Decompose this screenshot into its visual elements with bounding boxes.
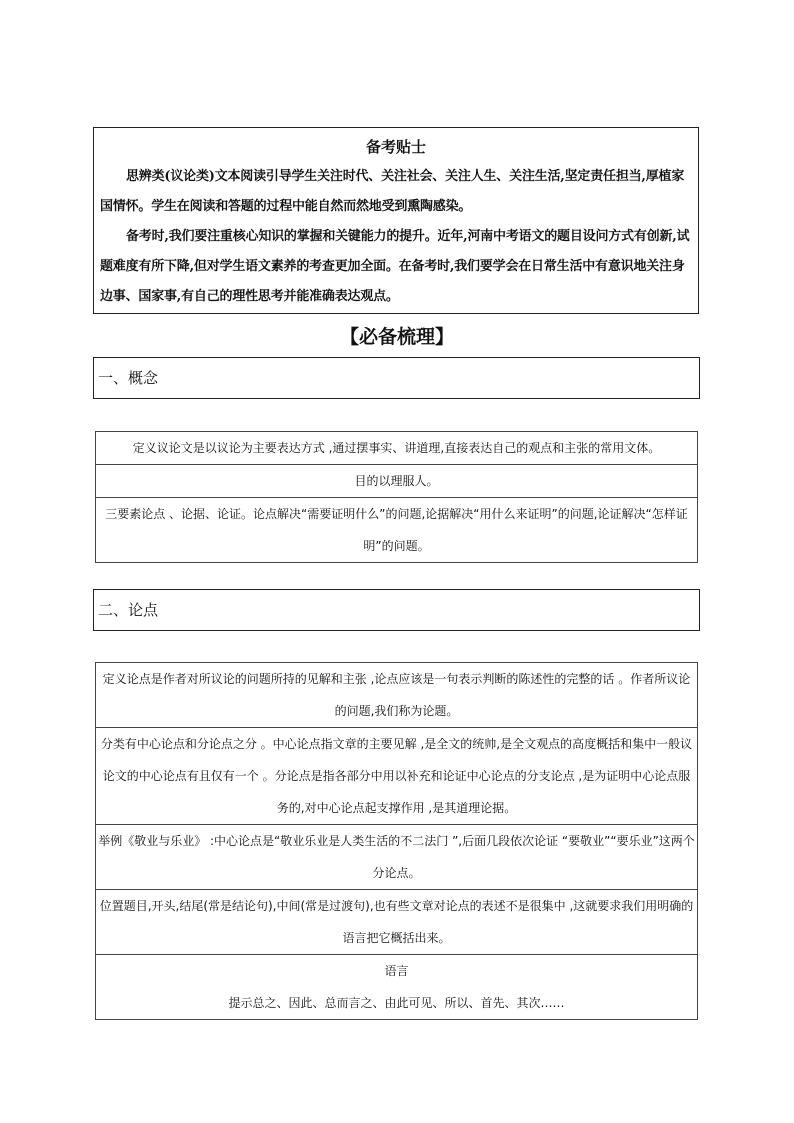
argument-table (95, 662, 698, 1020)
section-heading-argument: 二、论点 (93, 589, 700, 631)
tips-title: 备考贴士 (365, 138, 426, 156)
table-row (96, 465, 698, 498)
section-heading-concept: 一、概念 (93, 357, 700, 399)
table-row (96, 890, 698, 955)
tips-paragraph-2: 备考时,我们要注重核心知识的掌握和关键能力的提升。近年,河南中考语文的题目设问方式有创新,试题难度有所下降,但对学生语文素养的考查更加全面。在备考时,我们要学会在日常生活中有意识地关注身边事、国家事,有自己的理性思考并能准确表达观点。 (100, 229, 690, 304)
table-row (96, 663, 698, 728)
argument-language-cell (96, 955, 698, 1020)
language-hint-text: 提示总之、因此、总而言之、由此可见、所以、首先、其次…… (228, 996, 565, 1010)
table-row (96, 825, 698, 890)
table-row (96, 498, 698, 563)
argument-position-cell: 位置题目,开头,结尾(常是结论句),中间(常是过渡句),也有些文章对论点的表述不是很集中 ,这就要求我们用明确的语言把它概括出来。 (96, 890, 698, 955)
concept-elements-cell: 三要素论点 、论据、论证。论点解决“需要证明什么”的问题,论据解决“用什么来证明”的问题,论证解决“怎样证明”的问题。 (96, 498, 698, 563)
argument-classification-cell: 分类有中心论点和分论点之分 。中心论点指文章的主要见解 ,是全文的统帅,是全文观点的高度概括和集中一般议论文的中心论点有且仅有一个 。分论点是指各部分中用以补充和论证中心论点的分支论点 ,是为证明中心论点服务的,对中心论点起支撑作用 ,是其道理论据。 (96, 728, 698, 825)
table-row (96, 432, 698, 465)
concept-purpose-cell: 目的以理服人。 (96, 465, 698, 498)
table-row (96, 955, 698, 1020)
main-heading: 【必备梳理】 (339, 326, 454, 348)
concept-definition-cell: 定义议论文是以议论为主要表达方式 ,通过摆事实、讲道理,直接表达自己的观点和主张的常用文体。 (96, 432, 698, 465)
tips-paragraph-1: 思辨类(议论类)文本阅读引导学生关注时代、关注社会、关注人生、关注生活,坚定责任担当,厚植家国情怀。学生在阅读和答题的过程中能自然而然地受到熏陶感染。 (100, 169, 685, 214)
tips-box (93, 127, 699, 314)
argument-example-cell: 举例《敬业与乐业》 :中心论点是“敬业乐业是人类生活的不二法门 ”,后面几段依次论证 “要敬业”“要乐业”这两个分论点。 (96, 825, 698, 890)
language-label: 语言 (384, 964, 409, 978)
concept-table (95, 431, 698, 563)
argument-definition-cell: 定义论点是作者对所议论的问题所持的见解和主张 ,论点应该是一句表示判断的陈述性的完整的话 。作者所议论的问题,我们称为论题。 (96, 663, 698, 728)
table-row (96, 728, 698, 825)
